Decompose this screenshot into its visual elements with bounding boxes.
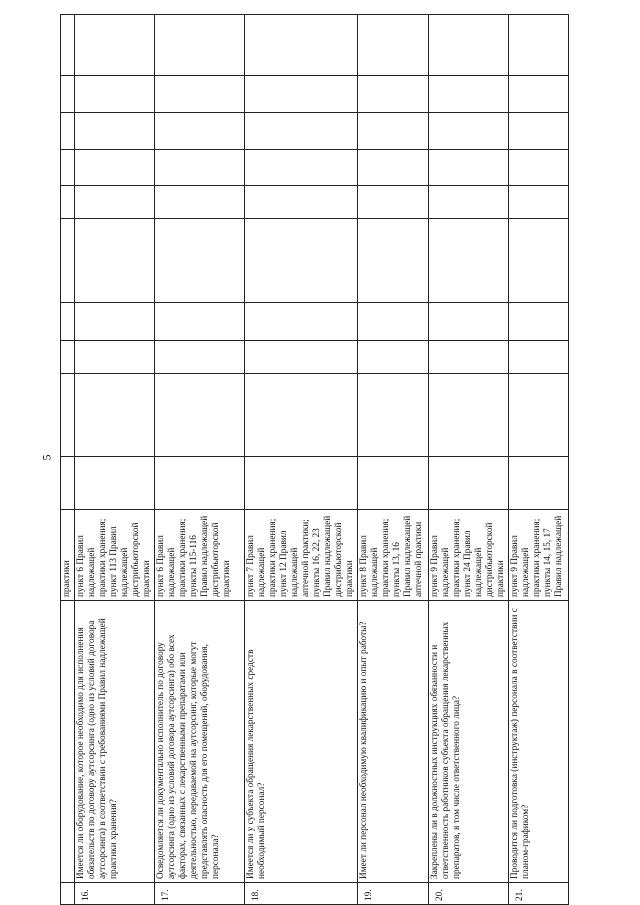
blank-cell: [61, 883, 75, 905]
table-row: [358, 15, 429, 905]
blank-cell: [61, 601, 75, 883]
table-row: [155, 15, 245, 905]
question-cell: Имеется ли оборудование, которое необходимо для исполнения обязательств по договору аутсорсинга (одно из условий договора аутсорсинга) в соответствии с требованиями Правил надлежащей практики хранения?: [75, 601, 155, 883]
checklist-table: [60, 14, 569, 905]
reference-cell: пункт 9 Правил надлежащей практики хранения; пункты 14, 15, 17 Правил надлежащей: [509, 510, 569, 601]
question-cell: Закреплены ли в должностных инструкциях обязанности и ответственность работников субъекта обращения лекарственных препаратов, в том числе ответственного лица?: [429, 601, 509, 883]
table-row: [509, 15, 569, 905]
row-number: 19.: [358, 883, 429, 905]
rotated-table-wrapper: [60, 15, 615, 905]
reference-cell: пункт 8 Правил надлежащей практики хранения; пункты 13, 16 Правил надлежащей аптечной практики: [358, 510, 429, 601]
table-row: [245, 15, 358, 905]
question-cell: Имеет ли персонал необходимую квалификацию и опыт работы?: [358, 601, 429, 883]
reference-cell: пункт 6 Правил надлежащей практики хранения; пункты 115-116 Правил надлежащей дистрибьюторской практики: [155, 510, 245, 601]
question-cell: Имеется ли у субъекта обращения лекарственных средств необходимый персонал?: [245, 601, 358, 883]
row-number: 17.: [155, 883, 245, 905]
row-number: 20.: [429, 883, 509, 905]
reference-cell: пункт 7 Правил надлежащей практики хранения; пункт 12 Правил надлежащей аптечной практики; пункты 16, 22, 23 Правил надлежащей дистрибьюторской практики: [245, 510, 358, 601]
question-cell: Осведомляется ли документально исполнитель по договору аутсорсинга (одно из условий договора аутсорсинга) обо всех факторах, связанных с лекарственными препаратами или деятельностью, передаваемой на аутсорсинг, которые могут представлять опасность для его помещений, оборудования, персонала?: [155, 601, 245, 883]
table-row: [429, 15, 509, 905]
question-cell: Проводится ли подготовка (инструктаж) персонала в соответствии с планом-графиком?: [509, 601, 569, 883]
table-row: [75, 15, 155, 905]
reference-cell: пункт 6 Правил надлежащей практики хранения; пункт 113 Правил надлежащей дистрибьюторской практики: [75, 510, 155, 601]
row-number: 21.: [509, 883, 569, 905]
row-number: 16.: [75, 883, 155, 905]
reference-cell: практики: [61, 510, 75, 601]
table-row: [61, 15, 75, 905]
page-number: 5: [39, 454, 54, 461]
row-number: 18.: [245, 883, 358, 905]
reference-cell: пункт 9 Правил надлежащей практики хранения; пункт 24 Правил надлежащей дистрибьюторской практики: [429, 510, 509, 601]
